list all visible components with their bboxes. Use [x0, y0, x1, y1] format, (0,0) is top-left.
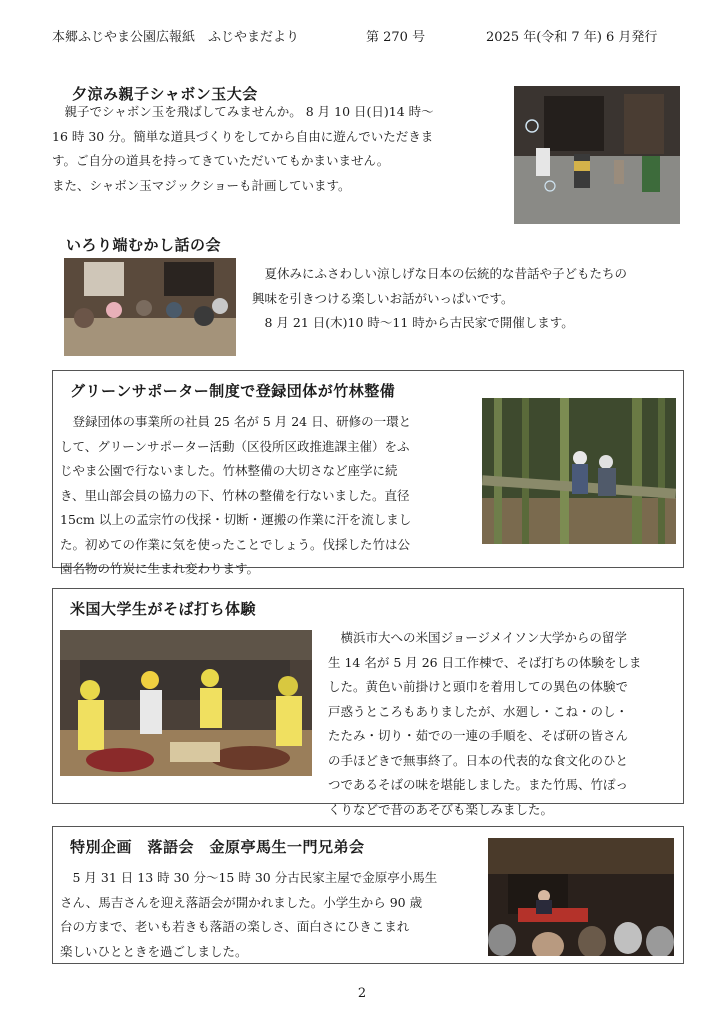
body-line: 園名物の竹炭に生まれ変わります。 — [60, 561, 260, 576]
photo-bubble-play — [514, 86, 680, 224]
body-line: き、里山部会員の協力の下、竹林の整備を行ないました。直径 — [60, 487, 410, 503]
body-line: たたみ・切り・茹での一連の手順を、そば研の皆さん — [328, 728, 629, 743]
article-title-storytelling: いろり端むかし話の会 — [66, 236, 222, 254]
body-line: した。黄色い前掛けと頭巾を着用しての異色の体験で — [328, 679, 629, 694]
article-body-bamboo — [60, 410, 411, 582]
body-line: 16 時 30 分。簡単な道具づくりをしてから自由に遊んでいただきま — [52, 128, 434, 144]
body-line: す。ご自分の道具を持ってきていただいてもかまいません。 — [52, 153, 390, 168]
article-title-soba: 米国大学生がそば打ち体験 — [70, 600, 257, 618]
page-number: 2 — [357, 986, 367, 1001]
body-line: 5 月 31 日 13 時 30 分～15 時 30 分古民家主屋で金原亭小馬生 — [60, 870, 438, 885]
body-line: 親子でシャボン玉を飛ばしてみませんか。 8 月 10 日(日)14 時～ — [52, 104, 434, 119]
body-line: 台の方まで、老いも若きも落語の楽しさ、面白さにひきこまれ — [60, 919, 410, 934]
body-line: の手ほどきで無事終了。日本の代表的な食文化のひと — [328, 752, 629, 768]
article-body-soba — [328, 626, 641, 822]
body-line: 生 14 名が 5 月 26 日工作棟で、そば打ちの体験をしま — [328, 654, 642, 670]
article-title-bubbles: 夕涼み親子シャボン玉大会 — [72, 85, 258, 103]
body-line: 横浜市大への米国ジョージメイソン大学からの留学 — [328, 630, 627, 645]
body-line: 登録団体の事業所の社員 25 名が 5 月 24 日、研修の一環と — [60, 414, 412, 429]
body-line: 楽しいひとときを過ごしました。 — [60, 943, 248, 959]
issue-date: 2025 年(令和 7 年) 6 月発行 — [486, 30, 658, 45]
body-line: た。初めての作業に気を使ったことでしょう。伐採した竹は公 — [60, 536, 411, 552]
body-line: 戸惑うところもありましたが、水廻し・こね・のし・ — [328, 703, 629, 719]
photo-soba-making — [60, 630, 312, 776]
body-line: 興味を引きつける楽しいお話がいっぱいです。 — [252, 290, 514, 306]
body-line: 夏休みにふさわしい涼しげな日本の伝統的な昔話や子どもたちの — [252, 266, 628, 281]
article-title-rakugo: 特別企画 落語会 金原亭馬生一門兄弟会 — [70, 838, 365, 856]
photo-storytelling — [64, 258, 236, 356]
body-line: くりなどで昔のあそびも楽しみました。 — [328, 801, 554, 817]
issue-number: 第 270 号 — [366, 30, 426, 45]
body-line: して、グリーンサポーター活動（区役所区政推進課主催）をふ — [60, 438, 410, 454]
photo-bamboo-work — [482, 398, 676, 544]
body-line: 15cm 以上の孟宗竹の伐採・切断・運搬の作業に汗を流しまし — [60, 512, 412, 527]
newsletter-name: 本郷ふじやま公園広報紙 ふじやまだより — [52, 30, 300, 45]
body-line: じやま公園で行ないました。竹林整備の大切さなど座学に続 — [60, 463, 398, 478]
body-line: 8 月 21 日(木)10 時～11 時から古民家で開催します。 — [252, 315, 574, 330]
article-body-bubbles — [52, 100, 434, 198]
newsletter-header — [52, 26, 682, 46]
body-line: さん、馬吉さんを迎え落語会が開かれました。小学生から 90 歳 — [60, 894, 423, 910]
article-body-rakugo — [60, 866, 437, 964]
article-title-bamboo: グリーンサポーター制度で登録団体が竹林整備 — [70, 382, 396, 400]
photo-rakugo — [488, 838, 674, 956]
body-line: つであるそばの味を堪能しました。また竹馬、竹ぽっ — [328, 777, 629, 792]
article-body-storytelling — [252, 262, 627, 336]
body-line: また、シャボン玉マジックショーも計画しています。 — [52, 177, 351, 193]
